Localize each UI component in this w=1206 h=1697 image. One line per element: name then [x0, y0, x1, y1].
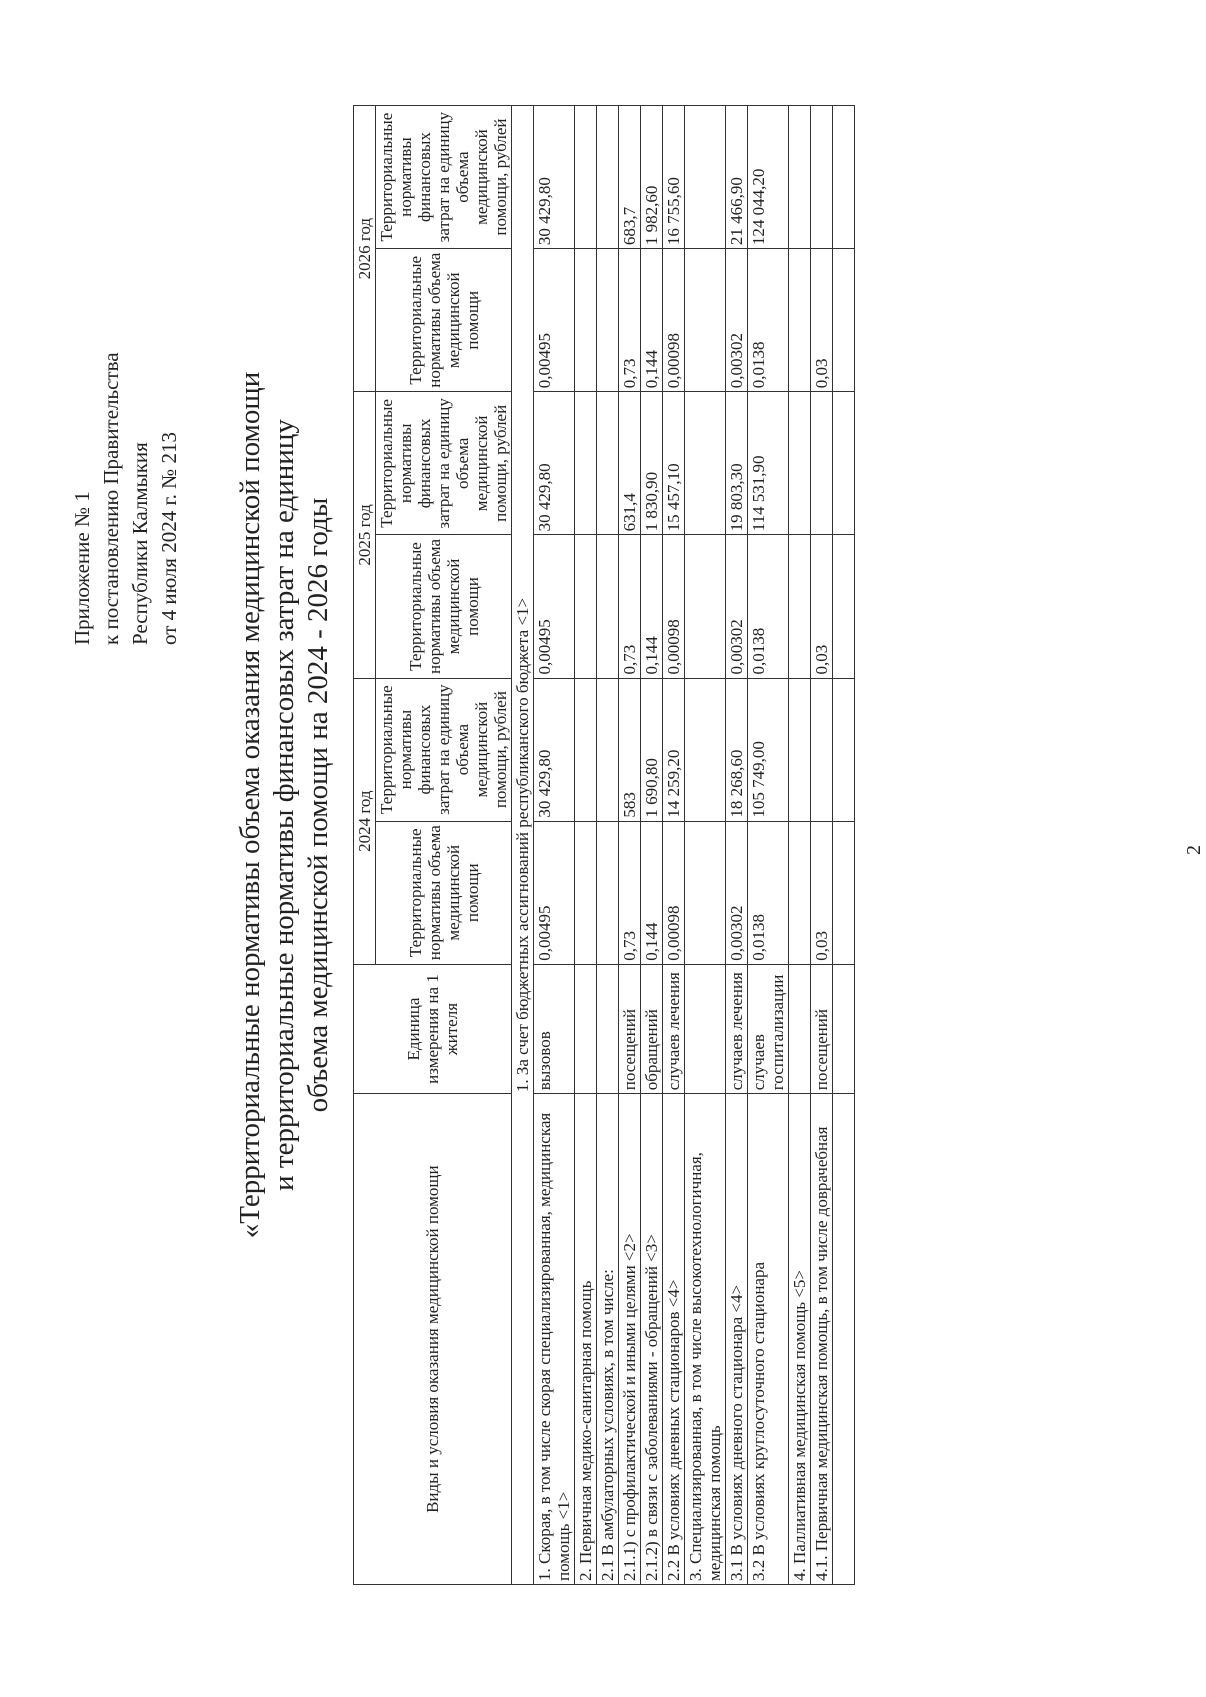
sub-volume-header: Территориальные нормативы объема медицинской помощи [376, 249, 512, 392]
cost-2026 [811, 106, 833, 249]
volume-2025: 0,144 [641, 535, 663, 678]
year-header-2024: 2024 год [354, 678, 376, 964]
volume-2025: 0,00098 [663, 535, 685, 678]
table-row [789, 106, 811, 1585]
cost-2024: 30 429,80 [534, 678, 575, 821]
cost-2025 [685, 392, 726, 535]
table-row [534, 106, 575, 1585]
cost-2024 [685, 678, 726, 821]
row-unit: обращений [641, 964, 663, 1093]
table-row [685, 106, 726, 1585]
row-unit: случаев лечения [663, 964, 685, 1093]
cost-2026: 16 755,60 [663, 106, 685, 249]
row-name: 2. Первичная медико-санитарная помощь [575, 1094, 597, 1585]
row-unit [597, 964, 619, 1093]
table-row [641, 106, 663, 1585]
volume-2024 [685, 821, 726, 964]
empty-cell [833, 249, 855, 392]
row-unit [685, 964, 726, 1093]
col-unit-header: Единица измерения на 1 жителя [354, 964, 512, 1093]
volume-2026: 0,144 [641, 249, 663, 392]
volume-2026: 0,00098 [663, 249, 685, 392]
row-name: 2.2 В условиях дневных стационаров <4> [663, 1094, 685, 1585]
empty-cell [833, 964, 855, 1093]
row-name: 2.1.1) с профилактической и иными целями <2> [619, 1094, 641, 1585]
norms-table [353, 105, 855, 1585]
row-unit: посещений [619, 964, 641, 1093]
sub-cost-header: Территориальные нормативы финансовых затрат на единицу объема медицинской помощи, рублей [376, 106, 512, 249]
volume-2026 [789, 249, 811, 392]
cost-2026: 683,7 [619, 106, 641, 249]
sub-volume-header: Территориальные нормативы объема медицинской помощи [376, 535, 512, 678]
volume-2025: 0,00302 [726, 535, 748, 678]
volume-2024 [597, 821, 619, 964]
row-unit: случаев лечения [726, 964, 748, 1093]
cost-2025 [789, 392, 811, 535]
row-unit: посещений [811, 964, 833, 1093]
volume-2025: 0,73 [619, 535, 641, 678]
cost-2026 [597, 106, 619, 249]
volume-2026: 0,00302 [726, 249, 748, 392]
cost-2025: 15 457,10 [663, 392, 685, 535]
empty-cell [833, 106, 855, 249]
cost-2024 [575, 678, 597, 821]
volume-2025 [685, 535, 726, 678]
volume-2026: 0,0138 [748, 249, 789, 392]
table-row [811, 106, 833, 1585]
cost-2025 [575, 392, 597, 535]
appendix-line-3: Республики Калмыкия [128, 442, 152, 645]
cost-2025: 114 531,90 [748, 392, 789, 535]
cost-2026 [789, 106, 811, 249]
cost-2026: 124 044,20 [748, 106, 789, 249]
cost-2025: 1 830,90 [641, 392, 663, 535]
cost-2026: 1 982,60 [641, 106, 663, 249]
section-title: 1. За счет бюджетных ассигнований республиканского бюджета <1> [512, 106, 534, 1585]
volume-2026: 0,73 [619, 249, 641, 392]
row-unit: случаев госпитализации [748, 964, 789, 1093]
cost-2024: 14 259,20 [663, 678, 685, 821]
volume-2026 [575, 249, 597, 392]
cost-2025 [597, 392, 619, 535]
cost-2025 [811, 392, 833, 535]
cost-2026 [685, 106, 726, 249]
year-header-2025: 2025 год [354, 392, 376, 678]
table-row [619, 106, 641, 1585]
volume-2024: 0,00098 [663, 821, 685, 964]
title-line-1: «Территориальные нормативы объема оказания медицинской помощи [234, 371, 266, 1239]
cost-2026 [575, 106, 597, 249]
volume-2024: 0,73 [619, 821, 641, 964]
row-name: 3.2 В условиях круглосуточного стационара [748, 1094, 789, 1585]
table-row-empty [833, 106, 855, 1585]
volume-2025 [597, 535, 619, 678]
row-name: 1. Скорая, в том числе скорая специализированная, медицинская помощь <1> [534, 1094, 575, 1585]
appendix-header [68, 85, 184, 645]
section-row [512, 106, 534, 1585]
cost-2024: 18 268,60 [726, 678, 748, 821]
row-name: 3.1 В условиях дневного стационара <4> [726, 1094, 748, 1585]
appendix-line-2: к постановлению Правительства [99, 352, 123, 645]
table-row [663, 106, 685, 1585]
volume-2024: 0,03 [811, 821, 833, 964]
table-row [575, 106, 597, 1585]
row-unit [789, 964, 811, 1093]
row-unit: вызовов [534, 964, 575, 1093]
cost-2026: 21 466,90 [726, 106, 748, 249]
volume-2025: 0,0138 [748, 535, 789, 678]
row-name: 4.1. Первичная медицинская помощь, в том числе доврачебная [811, 1094, 833, 1585]
cost-2024 [811, 678, 833, 821]
volume-2025 [575, 535, 597, 678]
cost-2025: 631,4 [619, 392, 641, 535]
volume-2026 [597, 249, 619, 392]
table-header-row-years [354, 106, 376, 1585]
row-name: 2.1.2) в связи с заболеваниями - обращений <3> [641, 1094, 663, 1585]
cost-2026: 30 429,80 [534, 106, 575, 249]
volume-2024 [575, 821, 597, 964]
cost-2025: 30 429,80 [534, 392, 575, 535]
appendix-line-4: от 4 июля 2024 г. № 213 [157, 432, 181, 645]
cost-2024 [789, 678, 811, 821]
document-title [233, 75, 335, 1535]
row-name: 2.1 В амбулаторных условиях, в том числе: [597, 1094, 619, 1585]
volume-2025 [789, 535, 811, 678]
rotated-page [68, 75, 1205, 1615]
row-name: 4. Паллиативная медицинская помощь <5> [789, 1094, 811, 1585]
year-header-2026: 2026 год [354, 106, 376, 392]
volume-2024: 0,144 [641, 821, 663, 964]
empty-cell [833, 392, 855, 535]
volume-2024: 0,00302 [726, 821, 748, 964]
table-row [748, 106, 789, 1585]
row-unit [575, 964, 597, 1093]
col-type-header: Виды и условия оказания медицинской помощи [354, 1094, 512, 1585]
sub-cost-header: Территориальные нормативы финансовых затрат на единицу объема медицинской помощи, рублей [376, 678, 512, 821]
table-row [597, 106, 619, 1585]
sub-cost-header: Территориальные нормативы финансовых затрат на единицу объема медицинской помощи, рублей [376, 392, 512, 535]
volume-2025: 0,00495 [534, 535, 575, 678]
title-line-3: объема медицинской помощи на 2024 - 2026 годы [302, 497, 334, 1113]
volume-2025: 0,03 [811, 535, 833, 678]
cost-2024: 583 [619, 678, 641, 821]
cost-2025: 19 803,30 [726, 392, 748, 535]
cost-2024: 105 749,00 [748, 678, 789, 821]
volume-2024: 0,00495 [534, 821, 575, 964]
cost-2024: 1 690,80 [641, 678, 663, 821]
empty-cell [833, 678, 855, 821]
sub-volume-header: Территориальные нормативы объема медицинской помощи [376, 821, 512, 964]
volume-2026: 0,00495 [534, 249, 575, 392]
volume-2026: 0,03 [811, 249, 833, 392]
volume-2024 [789, 821, 811, 964]
cost-2024 [597, 678, 619, 821]
row-name: 3. Специализированная, в том числе высокотехнологичная, медицинская помощь [685, 1094, 726, 1585]
empty-cell [833, 535, 855, 678]
table-row [726, 106, 748, 1585]
appendix-line-1: Приложение № 1 [70, 491, 94, 645]
page-number: 2 [1183, 845, 1205, 855]
empty-cell [833, 821, 855, 964]
empty-cell [833, 1094, 855, 1585]
volume-2024: 0,0138 [748, 821, 789, 964]
title-line-2: и территориальные нормативы финансовых затрат на единицу [268, 419, 300, 1191]
volume-2026 [685, 249, 726, 392]
